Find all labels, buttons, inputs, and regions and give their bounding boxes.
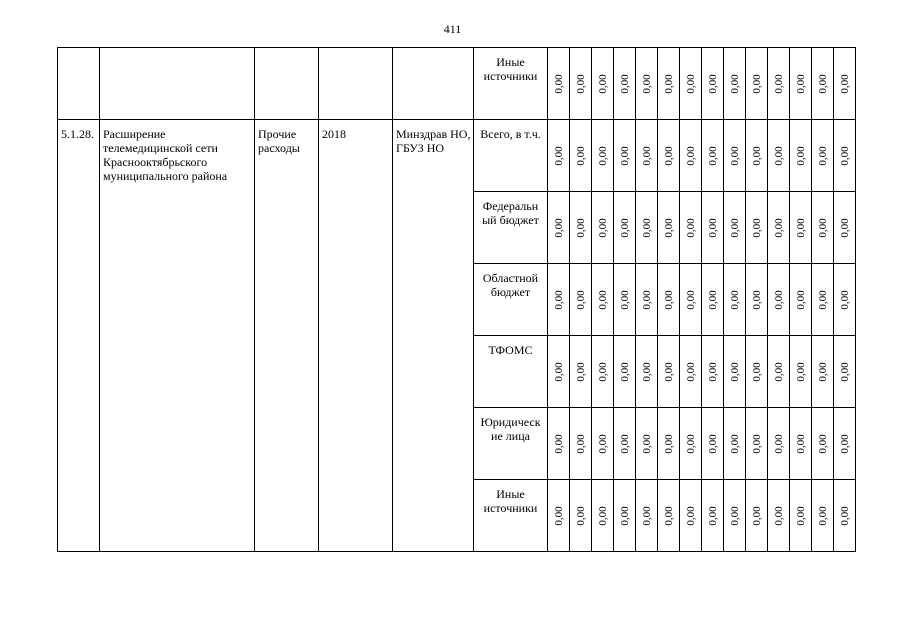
value-cell: 0,00 bbox=[548, 192, 570, 264]
value-cell: 0,00 bbox=[702, 192, 724, 264]
value-cell: 0,00 bbox=[790, 480, 812, 552]
value-cell: 0,00 bbox=[614, 192, 636, 264]
value-cell: 0,00 bbox=[592, 120, 614, 192]
value-cell: 0,00 bbox=[724, 336, 746, 408]
value-cell: 0,00 bbox=[834, 480, 856, 552]
year-cell: 2018 bbox=[319, 120, 393, 552]
value-cell: 0,00 bbox=[702, 264, 724, 336]
value-cell: 0,00 bbox=[724, 264, 746, 336]
budget-table bbox=[57, 47, 856, 552]
executor-cell: Минздрав НО, ГБУЗ НО bbox=[393, 120, 474, 552]
value-cell: 0,00 bbox=[746, 264, 768, 336]
expense-type-cell: Прочие расходы bbox=[255, 120, 319, 552]
value-cell: 0,00 bbox=[658, 120, 680, 192]
value-cell: 0,00 bbox=[570, 192, 592, 264]
value-cell: 0,00 bbox=[746, 48, 768, 120]
value-cell: 0,00 bbox=[680, 480, 702, 552]
value-cell: 0,00 bbox=[658, 480, 680, 552]
year-cell bbox=[319, 48, 393, 120]
table-row bbox=[58, 48, 856, 120]
source-label: Иные источники bbox=[474, 480, 548, 552]
value-cell: 0,00 bbox=[614, 48, 636, 120]
value-cell: 0,00 bbox=[702, 336, 724, 408]
value-cell: 0,00 bbox=[812, 264, 834, 336]
value-cell: 0,00 bbox=[636, 408, 658, 480]
value-cell: 0,00 bbox=[812, 192, 834, 264]
value-cell: 0,00 bbox=[768, 48, 790, 120]
value-cell: 0,00 bbox=[724, 408, 746, 480]
value-cell: 0,00 bbox=[570, 408, 592, 480]
value-cell: 0,00 bbox=[768, 264, 790, 336]
value-cell: 0,00 bbox=[592, 192, 614, 264]
value-cell: 0,00 bbox=[636, 120, 658, 192]
value-cell: 0,00 bbox=[548, 120, 570, 192]
value-cell: 0,00 bbox=[724, 120, 746, 192]
value-cell: 0,00 bbox=[834, 264, 856, 336]
value-cell: 0,00 bbox=[790, 120, 812, 192]
source-label: Областной бюджет bbox=[474, 264, 548, 336]
value-cell: 0,00 bbox=[592, 480, 614, 552]
source-label: Всего, в т.ч. bbox=[474, 120, 548, 192]
measure-name-cell: Расширение телемедицинской сети Краснооктябрьского муниципального района bbox=[100, 120, 255, 552]
value-cell: 0,00 bbox=[636, 480, 658, 552]
value-cell: 0,00 bbox=[614, 264, 636, 336]
executor-cell bbox=[393, 48, 474, 120]
value-cell: 0,00 bbox=[702, 48, 724, 120]
value-cell: 0,00 bbox=[834, 48, 856, 120]
source-label: Федеральн ый бюджет bbox=[474, 192, 548, 264]
value-cell: 0,00 bbox=[570, 336, 592, 408]
value-cell: 0,00 bbox=[592, 336, 614, 408]
value-cell: 0,00 bbox=[724, 192, 746, 264]
expense-type-cell bbox=[255, 48, 319, 120]
value-cell: 0,00 bbox=[834, 120, 856, 192]
row-number-cell bbox=[58, 48, 100, 120]
value-cell: 0,00 bbox=[790, 192, 812, 264]
value-cell: 0,00 bbox=[548, 48, 570, 120]
value-cell: 0,00 bbox=[746, 408, 768, 480]
value-cell: 0,00 bbox=[812, 48, 834, 120]
page-number: 411 bbox=[443, 22, 462, 36]
value-cell: 0,00 bbox=[614, 120, 636, 192]
value-cell: 0,00 bbox=[548, 264, 570, 336]
value-cell: 0,00 bbox=[570, 120, 592, 192]
value-cell: 0,00 bbox=[570, 264, 592, 336]
value-cell: 0,00 bbox=[768, 480, 790, 552]
value-cell: 0,00 bbox=[548, 336, 570, 408]
source-label: ТФОМС bbox=[474, 336, 548, 408]
value-cell: 0,00 bbox=[680, 408, 702, 480]
value-cell: 0,00 bbox=[746, 192, 768, 264]
value-cell: 0,00 bbox=[680, 336, 702, 408]
value-cell: 0,00 bbox=[614, 336, 636, 408]
value-cell: 0,00 bbox=[790, 336, 812, 408]
table-row bbox=[58, 120, 856, 192]
value-cell: 0,00 bbox=[636, 192, 658, 264]
value-cell: 0,00 bbox=[724, 480, 746, 552]
value-cell: 0,00 bbox=[790, 408, 812, 480]
measure-name-cell bbox=[100, 48, 255, 120]
row-number-cell: 5.1.28. bbox=[58, 120, 100, 552]
value-cell: 0,00 bbox=[812, 408, 834, 480]
value-cell: 0,00 bbox=[812, 120, 834, 192]
value-cell: 0,00 bbox=[746, 120, 768, 192]
value-cell: 0,00 bbox=[680, 48, 702, 120]
value-cell: 0,00 bbox=[592, 48, 614, 120]
value-cell: 0,00 bbox=[592, 408, 614, 480]
value-cell: 0,00 bbox=[592, 264, 614, 336]
value-cell: 0,00 bbox=[790, 48, 812, 120]
value-cell: 0,00 bbox=[548, 480, 570, 552]
value-cell: 0,00 bbox=[680, 264, 702, 336]
value-cell: 0,00 bbox=[768, 120, 790, 192]
source-label: Иные источники bbox=[474, 48, 548, 120]
value-cell: 0,00 bbox=[636, 336, 658, 408]
value-cell: 0,00 bbox=[790, 264, 812, 336]
value-cell: 0,00 bbox=[614, 480, 636, 552]
value-cell: 0,00 bbox=[834, 336, 856, 408]
value-cell: 0,00 bbox=[658, 336, 680, 408]
value-cell: 0,00 bbox=[768, 336, 790, 408]
value-cell: 0,00 bbox=[724, 48, 746, 120]
value-cell: 0,00 bbox=[746, 336, 768, 408]
value-cell: 0,00 bbox=[834, 192, 856, 264]
value-cell: 0,00 bbox=[768, 408, 790, 480]
value-cell: 0,00 bbox=[636, 48, 658, 120]
value-cell: 0,00 bbox=[702, 480, 724, 552]
value-cell: 0,00 bbox=[834, 408, 856, 480]
value-cell: 0,00 bbox=[680, 192, 702, 264]
value-cell: 0,00 bbox=[658, 408, 680, 480]
value-cell: 0,00 bbox=[548, 408, 570, 480]
value-cell: 0,00 bbox=[614, 408, 636, 480]
value-cell: 0,00 bbox=[702, 120, 724, 192]
value-cell: 0,00 bbox=[570, 480, 592, 552]
source-label: Юридическ ие лица bbox=[474, 408, 548, 480]
value-cell: 0,00 bbox=[812, 480, 834, 552]
value-cell: 0,00 bbox=[658, 264, 680, 336]
value-cell: 0,00 bbox=[658, 192, 680, 264]
value-cell: 0,00 bbox=[680, 120, 702, 192]
value-cell: 0,00 bbox=[702, 408, 724, 480]
value-cell: 0,00 bbox=[636, 264, 658, 336]
value-cell: 0,00 bbox=[658, 48, 680, 120]
value-cell: 0,00 bbox=[746, 480, 768, 552]
value-cell: 0,00 bbox=[570, 48, 592, 120]
value-cell: 0,00 bbox=[812, 336, 834, 408]
value-cell: 0,00 bbox=[768, 192, 790, 264]
